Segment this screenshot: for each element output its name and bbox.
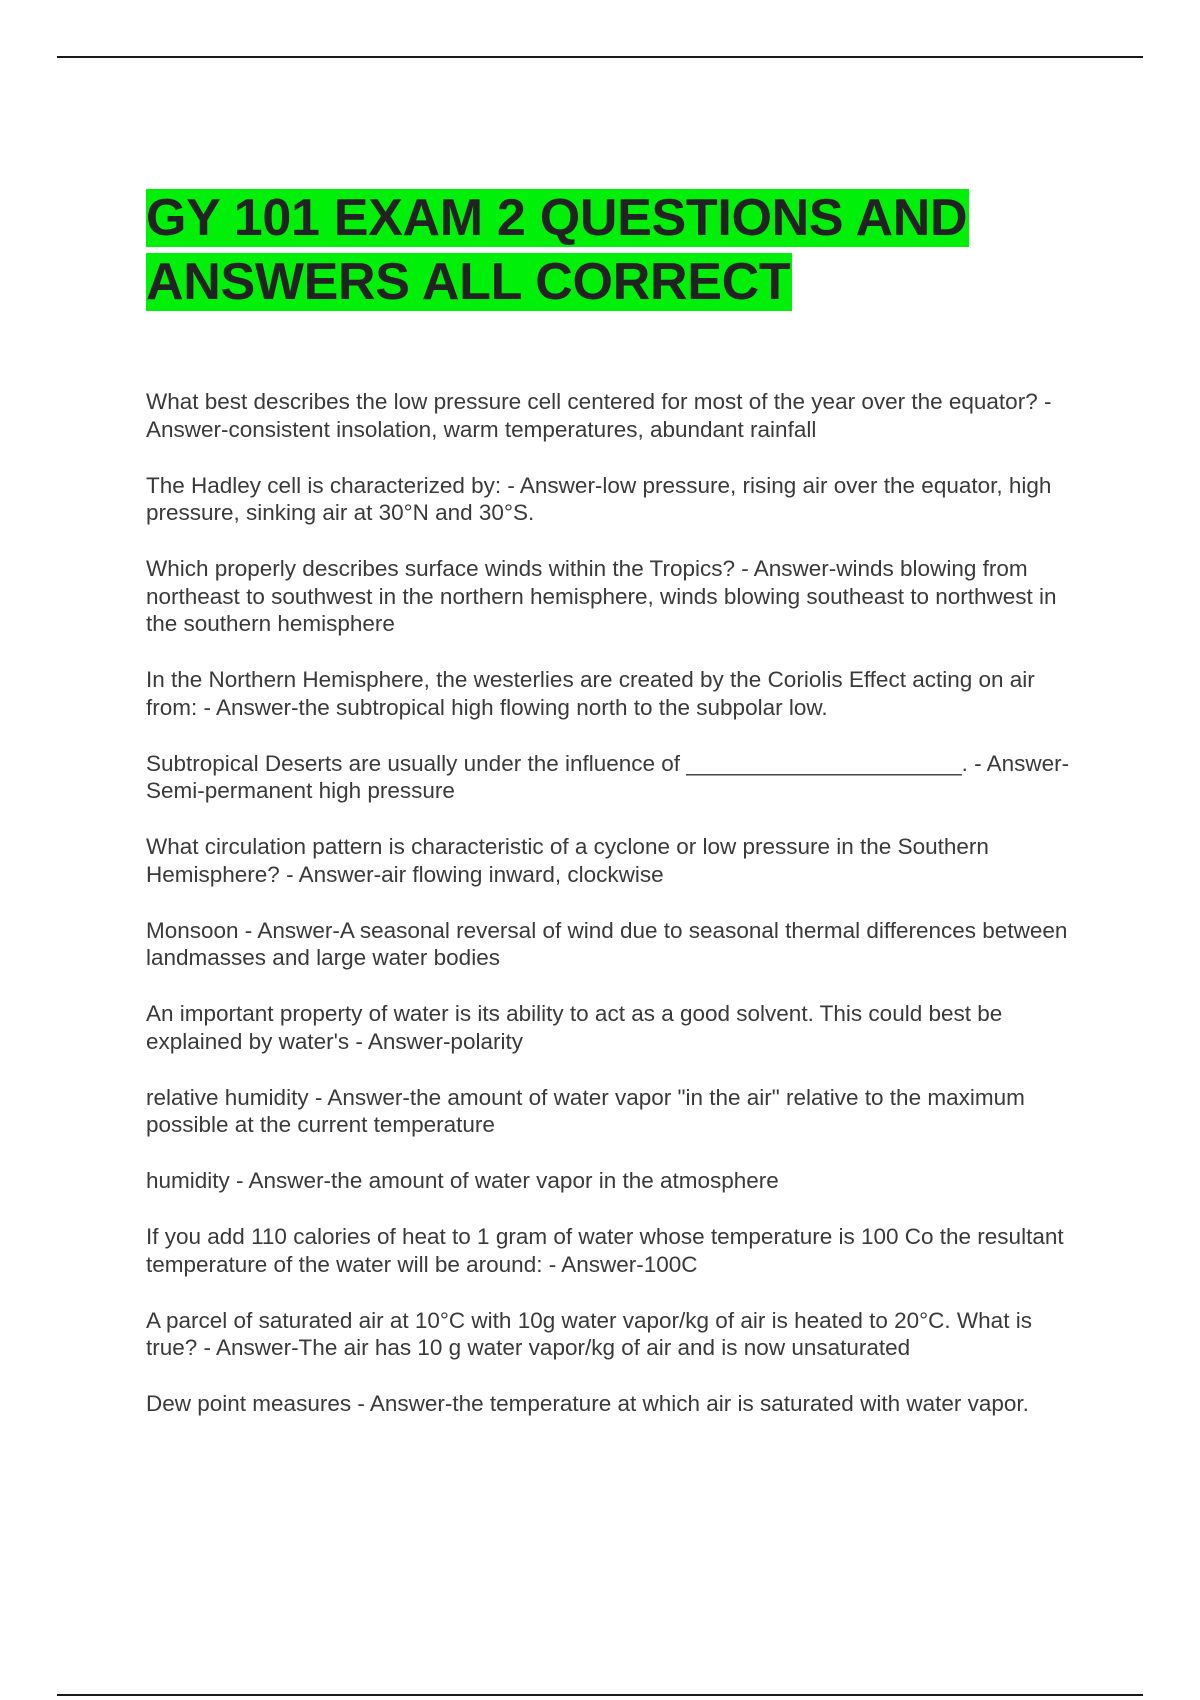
qa-item: A parcel of saturated air at 10°C with 10g water vapor/kg of air is heated to 20°C. What is true? - Answer-The air has 10 g water vapor/kg of air and is now unsaturated (146, 1307, 1032, 1360)
footer-rule (57, 1694, 1143, 1696)
header-rule (57, 56, 1143, 58)
qa-item: Which properly describes surface winds within the Tropics? - Answer-winds blowing from northeast to southwest in the northern hemisphere, winds blowing southeast to northwest in the southern hemisphere (146, 556, 1057, 636)
qa-item: Dew point measures - Answer-the temperature at which air is saturated with water vapor. (146, 1391, 1029, 1416)
qa-item: What best describes the low pressure cell centered for most of the year over the equator? - Answer-consistent insolation, warm temperatures, abundant rainfall (146, 389, 1052, 442)
qa-item: In the Northern Hemisphere, the westerlies are created by the Coriolis Effect acting on air from: - Answer-the subtropical high flowing north to the subpolar low. (146, 667, 1035, 720)
qa-item: Subtropical Deserts are usually under the influence of ______________________. - Answer-Semi-permanent high pressure (146, 750, 1070, 803)
qa-list (146, 388, 1086, 1418)
document-body (146, 186, 1086, 1446)
qa-item: The Hadley cell is characterized by: - Answer-low pressure, rising air over the equator, high pressure, sinking air at 30°N and 30°S. (146, 472, 1052, 525)
qa-item: Monsoon - Answer-A seasonal reversal of wind due to seasonal thermal differences between landmasses and large water bodies (146, 917, 1068, 970)
document-title (146, 186, 1086, 314)
qa-item: humidity - Answer-the amount of water vapor in the atmosphere (146, 1168, 779, 1193)
qa-item: If you add 110 calories of heat to 1 gram of water whose temperature is 100 Co the resultant temperature of the water will be around: - Answer-100C (146, 1224, 1064, 1277)
document-title-text: GY 101 EXAM 2 QUESTIONS AND ANSWERS ALL CORRECT (146, 189, 968, 311)
qa-item: What circulation pattern is characteristic of a cyclone or low pressure in the Southern Hemisphere? - Answer-air flowing inward, clockwise (146, 834, 989, 887)
qa-item: An important property of water is its ability to act as a good solvent. This could best be explained by water's - Answer-polarity (146, 1001, 1003, 1054)
qa-item: relative humidity - Answer-the amount of water vapor "in the air" relative to the maximum possible at the current temperature (146, 1084, 1025, 1137)
